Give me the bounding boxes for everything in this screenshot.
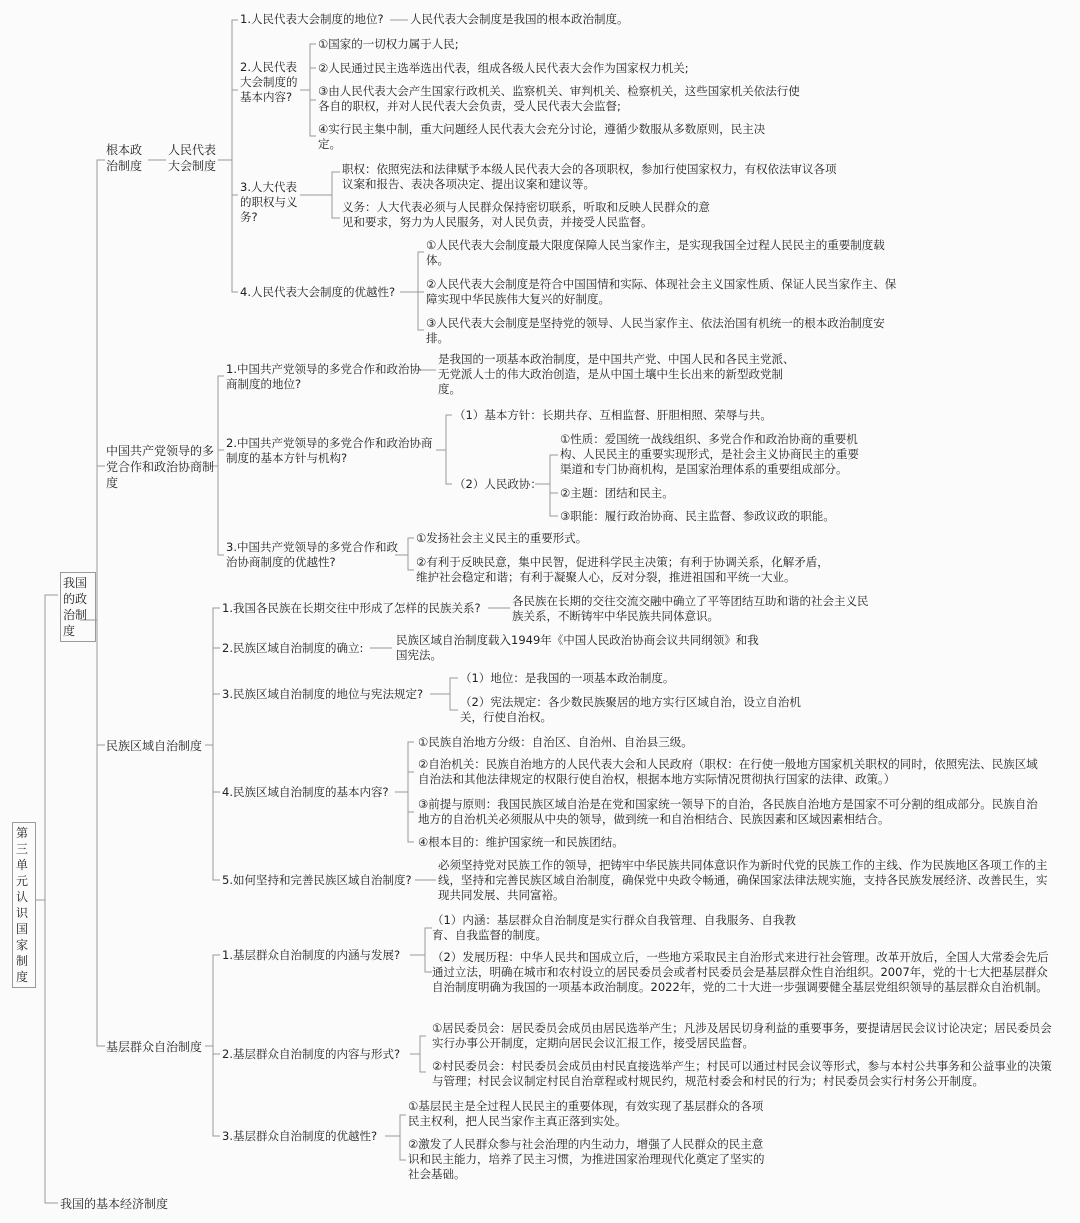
s4-a1-2: （2）发展历程：中华人民共和国成立后，一些地方采取民主自治形式来进行社会管理。改革开放后，全国人大常委会先后通过立法，明确在城市和农村设立的居民委员会或者村民委员会是基层群众性自治组织。2007年，党的十七大把基层群众自治制度明确为我国的一项基本政治制度。2022年，党的二十大进一步强调要健全基层党组织领导的基层群众自治机制。	[432, 950, 1049, 994]
s2-a2-1: （1）基本方针：长期共存、互相监督、肝胆相照、荣辱与共。	[454, 408, 772, 422]
s1-a4-2: ②人民代表大会制度是符合中国国情和实际、体现社会主义国家性质、保证人民当家作主、保障实现中华民族伟大复兴的好制度。	[426, 277, 897, 306]
s3-q5: 5.如何坚持和完善民族区域自治制度?	[222, 873, 412, 887]
section-fundamental-title: 根本政治制度	[106, 143, 143, 173]
s4-q3: 3.基层群众自治制度的优越性?	[222, 1129, 378, 1143]
s2-q2: 2.中国共产党领导的多党合作和政治协商制度的基本方针与机构?	[226, 436, 433, 465]
s1-q1: 1.人民代表大会制度的地位?	[240, 12, 384, 26]
s2-a2-2c: ③职能：履行政治协商、民主监督、参政议政的职能。	[560, 509, 835, 523]
s3-a4-3: ③前提与原则：我国民族区域自治是在党和国家统一领导下的自治，各民族自治地方是国家不可分割的组成部分。民族自治地方的自治机关必须服从中央的领导，做到统一和自治相结合、民族因素和区域因素相结合。	[418, 797, 1038, 826]
s3-q3: 3.民族区域自治制度的地位与宪法规定?	[222, 687, 424, 701]
s1-q3: 3.人大代表的职权与义务?	[240, 180, 298, 224]
section-cpc-multiparty-title: 中国共产党领导的多党合作和政治协商制度	[106, 444, 215, 490]
s3-a2: 民族区域自治制度载入1949年《中国人民政治协商会议共同纲领》和我国宪法。	[396, 633, 759, 662]
s1-q4: 4.人民代表大会制度的优越性?	[240, 285, 396, 299]
branch-economic-system	[60, 1196, 190, 1212]
s1-a2-1: ①国家的一切权力属于人民;	[318, 37, 459, 51]
s2-a3-1: ①发扬社会主义民主的重要形式。	[416, 531, 588, 545]
s1-a2-2: ②人民通过民主选举选出代表，组成各级人民代表大会作为国家权力机关;	[318, 61, 689, 75]
s4-a3-1: ①基层民主是全过程人民民主的重要体现，有效实现了基层群众的各项民主权利，把人民当家作主真正落到实处。	[408, 1099, 764, 1128]
s2-a2-2: （2）人民政协：	[454, 477, 542, 491]
s3-a4-1: ①民族自治地方分级：自治区、自治州、自治县三级。	[418, 735, 693, 749]
section-ethnic-autonomy-title: 民族区域自治制度	[106, 739, 203, 753]
s4-q2: 2.基层群众自治制度的内容与形式?	[222, 1047, 401, 1061]
root-label: 第三单元认识国家制度	[16, 826, 29, 984]
s3-q4: 4.民族区域自治制度的基本内容?	[222, 785, 389, 799]
s3-a4-4: ④根本目的：维护国家统一和民族团结。	[418, 835, 624, 849]
s3-a3-2: （2）宪法规定：各少数民族聚居的地方实行区域自治，设立自治机关，行使自治权。	[460, 695, 801, 724]
s1-a1: 人民代表大会制度是我国的根本政治制度。	[410, 12, 629, 26]
s3-q2: 2.民族区域自治制度的确立:	[222, 641, 364, 655]
s1-a2-4: ④实行民主集中制，重大问题经人民代表大会充分讨论，遵循少数服从多数原则，民主决定。	[318, 122, 766, 151]
s2-a3-2: ②有利于反映民意，集中民智，促进科学民主决策；有利于协调关系，化解矛盾，维护社会稳定和谐；有利于凝聚人心，反对分裂，推进祖国和平统一大业。	[416, 555, 829, 584]
branch-economic-label: 我国的基本经济制度	[60, 1197, 169, 1211]
s1-a3-2: 义务：人大代表必须与人民群众保持密切联系，听取和反映人民群众的意见和要求，努力为人民服务，对人民负责，并接受人民监督。	[342, 200, 710, 229]
s2-a2-2b: ②主题：团结和民主。	[560, 486, 674, 500]
s4-q1: 1.基层群众自治制度的内涵与发展?	[222, 948, 401, 962]
s4-a3-2: ②激发了人民群众参与社会治理的内生动力，增强了人民群众的民主意识和民主能力，培养了民主习惯，为推进国家治理现代化奠定了坚实的社会基础。	[408, 1137, 765, 1181]
s2-a1: 是我国的一项基本政治制度，是中国共产党、中国人民和各民主党派、无党派人士的伟大政治创造，是从中国土壤中生长出来的新型政党制度。	[438, 352, 795, 396]
root-node	[12, 822, 36, 988]
s2-q1: 1.中国共产党领导的多党合作和政治协商制度的地位?	[226, 362, 421, 391]
branch-political-label: 我国的政治制度	[63, 576, 88, 638]
s1-a2-3: ③由人民代表大会产生国家行政机关、监察机关、审判机关、检察机关，这些国家机关依法行使各自的职权，并对人民代表大会负责，受人民代表大会监督;	[318, 84, 800, 113]
s3-a4-2: ②自治机关：民族自治地方的人民代表大会和人民政府（职权：在行使一般地方国家机关职权的同时，依照宪法、民族区域自治法和其他法律规定的权限行使自治权，根据本地方实际情况贯彻执行国家的法律、政策。）	[418, 757, 1038, 786]
s1-a3-1: 职权：依照宪法和法律赋予本级人民代表大会的各项职权，参加行使国家权力，有权依法审议各项议案和报告、表决各项决定、提出议案和建议等。	[342, 162, 837, 191]
s2-a2-2a: ①性质：爱国统一战线组织、多党合作和政治协商的重要机构、人民民主的重要实现形式，是社会主义协商民主的重要渠道和专门协商机构，是国家治理体系的重要组成部分。	[560, 432, 859, 476]
section-npc-sub: 人民代表大会制度	[168, 143, 217, 173]
s3-a5: 必须坚持党对民族工作的领导，把铸牢中华民族共同体意识作为新时代党的民族工作的主线、作为民族地区各项工作的主线，坚持和完善民族区域自治制度，确保党中央政令畅通，确保国家法律法规实施，支持各民族发展经济、改善民生，实现共同发展、共同富裕。	[438, 858, 1048, 902]
s1-a4-3: ③人民代表大会制度是坚持党的领导、人民当家作主、依法治国有机统一的根本政治制度安排。	[426, 316, 885, 345]
branch-political-system	[60, 572, 96, 642]
s3-a3-1: （1）地位：是我国的一项基本政治制度。	[460, 671, 675, 685]
s3-q1: 1.我国各民族在长期交往中形成了怎样的民族关系?	[222, 601, 481, 615]
section-grassroots-title: 基层群众自治制度	[106, 1040, 203, 1054]
s4-a2-2: ②村民委员会：村民委员会成员由村民直接选举产生；村民可以通过村民会议等形式，参与本村公共事务和公益事业的决策与管理；村民会议制定村民自治章程或村规民约，规范村委会和村民的行为；村民委员会实行村务公开制度。	[432, 1059, 1052, 1088]
s4-a2-1: ①居民委员会：居民委员会成员由居民选举产生；凡涉及居民切身利益的重要事务，要提请居民会议讨论决定；居民委员会实行办事公开制度，定期向居民会议汇报工作，接受居民监督。	[432, 1021, 1052, 1050]
s1-q2: 2.人民代表大会制度的基本内容?	[240, 60, 298, 104]
s1-a4-1: ①人民代表大会制度最大限度保障人民当家作主，是实现我国全过程人民民主的重要制度载体。	[426, 238, 885, 267]
s2-q3: 3.中国共产党领导的多党合作和政治协商制度的优越性?	[226, 540, 398, 569]
s3-a1: 各民族在长期的交往交流交融中确立了平等团结互助和谐的社会主义民族关系，不断铸牢中华民族共同体意识。	[512, 594, 869, 623]
s4-a1-1: （1）内涵：基层群众自治制度是实行群众自我管理、自我服务、自我教育、自我监督的制度。	[432, 913, 796, 942]
